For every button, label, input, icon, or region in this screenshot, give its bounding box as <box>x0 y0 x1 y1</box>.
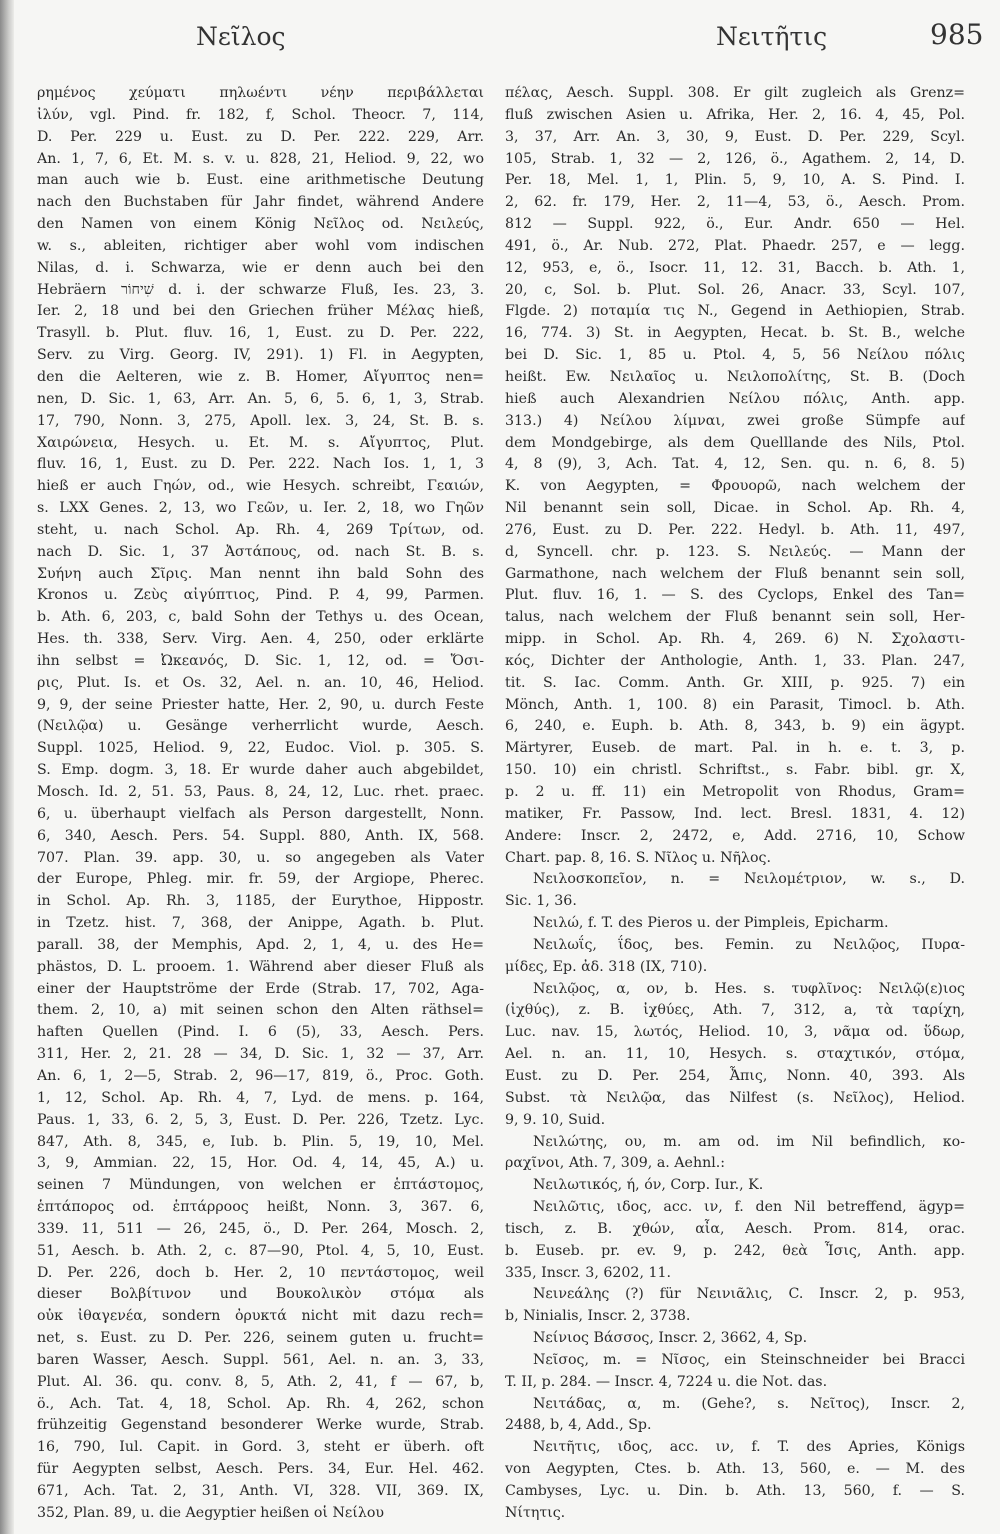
text-line: s. LXX Genes. 2, 13, wo Γεῶν, u. Ier. 2, 18, wo Γηῶν <box>37 500 484 517</box>
text-line: Märtyrer, Euseb. de mart. Pal. in h. e. t. 3, p. <box>505 740 965 757</box>
entry-start-line: Νείνιος Βάσσος, Inscr. 2, 3662, 4, Sp. <box>533 1330 808 1347</box>
text-line: mipp. in Schol. Ap. Rh. 4, 269. 6) N. Σχολαστι- <box>505 631 965 648</box>
text-line: fluv. 16, 1, Eust. zu D. Per. 222. Nach Ios. 1, 1, 3 <box>37 456 484 473</box>
text-line: Flgde. 2) ποταμία τις N., Gegend in Aethiopien, Strab. <box>505 303 965 320</box>
text-line: nach D. Sic. 1, 37 Ἀστάπους, od. nach St. B. s. <box>37 543 484 560</box>
text-line: 3, 37, Arr. An. 3, 30, 9, Eust. D. Per. 229, Scyl. <box>505 128 965 145</box>
text-line: dem Mondgebirge, als dem Quelllande des Nils, Ptol. <box>505 434 965 451</box>
text-line: Mönch, Anth. 1, 100. 8) ein Parasit, Timocl. b. Ath. <box>505 696 965 713</box>
text-line: Serv. zu Virg. Georg. IV, 291). 1) Fl. in Aegypten, <box>37 347 484 364</box>
text-line: Luc. nav. 15, λωτός, Heliod. 10, 3, νᾶμα od. ὕδωρ, <box>505 1024 965 1041</box>
text-line: Χαιρώνεια, Hesych. u. Et. M. s. Αἴγυπτος, Plut. <box>37 434 484 451</box>
text-line: 150. 10) ein christl. Schriftst., s. Fabr. bibl. gr. X, <box>505 762 965 779</box>
text-line: der Europe, Phleg. mir. fr. 59, der Argiope, Pherec. <box>37 871 484 888</box>
text-line: 51, Aesch. b. Ath. 2, c. 87—90, Ptol. 4, 5, 10, Eust. <box>37 1242 484 1259</box>
text-line: Plut. Al. 36. qu. conv. 8, 5, Ath. 2, 41, f — 67, b, <box>37 1373 484 1390</box>
text-line: 16, 774. 3) St. in Aegypten, Hecat. b. St. B., welche <box>505 325 965 342</box>
entry-start-line: Νειτῆτις, ιδος, acc. ιν, f. T. des Apries, Königs <box>533 1439 965 1456</box>
text-line: 17, 790, Nonn. 3, 275, Apoll. lex. 3, 24, St. B. s. <box>37 412 484 429</box>
text-line: seinen 7 Mündungen, von welchen er ἑπτάστομος, <box>37 1177 484 1194</box>
text-line: Andere: Inscr. 2, 2472, e, Add. 2716, 10, Schow <box>505 827 965 844</box>
text-line: 335, Inscr. 3, 6202, 11. <box>505 1264 672 1281</box>
text-line: 707. Plan. 39. app. 30, u. so angegeben als Vater <box>37 849 484 866</box>
entry-start-line: Νειλωΐς, ΐδος, bes. Femin. zu Νειλῷος, Πυρα- <box>533 936 965 953</box>
text-line: baren Wasser, Aesch. Suppl. 561, Ael. n. an. 3, 33, <box>37 1351 484 1368</box>
entry-start-line: Νειλωτικός, ή, όν, Corp. Iur., K. <box>533 1177 764 1194</box>
text-line: d, Syncell. chr. p. 123. S. Νειλεύς. — Mann der <box>505 543 965 560</box>
text-line: ρις, Plut. Is. et Os. 32, Ael. n. an. 10, 46, Heliod. <box>37 674 484 691</box>
text-line: den die Aelteren, wie z. B. Homer, Αἴγυπτος nen= <box>37 368 484 385</box>
text-line: tit. S. Iac. Comm. Anth. Gr. XIII, p. 925. 7) ein <box>505 674 965 691</box>
text-line: 9, 9, der seine Priester hatte, Her. 2, 90, u. durch Feste <box>37 696 484 713</box>
entry-start-line: Νειλώτης, ου, m. am od. im Nil befindlich, κο- <box>533 1133 965 1150</box>
book-spine-shadow <box>0 0 14 1534</box>
text-line: steht, u. nach Schol. Ap. Rh. 4, 269 Τρίτων, od. <box>37 521 484 538</box>
text-line: man auch wie b. Eust. eine arithmetische Deutung <box>37 172 484 189</box>
text-line: 6, 240, e. Euph. b. Ath. 8, 343, b. 9) ein ägypt. <box>505 718 965 735</box>
text-line: 313.) 4) Νείλου λίμναι, zwei große Sümpfe auf <box>505 412 965 429</box>
text-line: S. Emp. dogm. 3, 18. Er wurde daher auch abgebildet, <box>37 762 484 779</box>
entry-start-line: Νειτάδας, α, m. (Gehe?, s. Νεῖτος), Inscr. 2, <box>533 1395 965 1412</box>
text-line: p. 2 u. ff. 11) ein Metropolit von Rhodus, Gram= <box>505 784 965 800</box>
text-line: w. s., ableiten, richtiger aber wohl vom indischen <box>37 237 484 254</box>
text-line: heißt. Ew. Νειλαῖος u. Νειλοπολίτης, St. B. (Doch <box>505 368 965 385</box>
page-number: 985 <box>930 18 984 51</box>
text-line: 276, Eust. zu D. Per. 222. Hedyl. b. Ath. 11, 497, <box>505 521 965 538</box>
text-line: in Tzetz. hist. 7, 368, der Anippe, Agath. b. Plut. <box>37 915 484 932</box>
text-line: Kronos u. Ζεὺς αἰγύπτιος, Pind. P. 4, 99, Parmen. <box>37 587 484 604</box>
text-line: b, Ninialis, Inscr. 2, 3738. <box>505 1308 691 1325</box>
text-line: Per. 18, Mel. 1, 1, Plin. 5, 9, 10, A. S. Pind. I. <box>505 172 965 189</box>
left-running-headword: Νεῖλος <box>196 22 286 51</box>
text-line: 20, c, Sol. b. Plut. Sol. 26, Anacr. 33, Scyl. 107, <box>505 281 965 298</box>
text-line: bei D. Sic. 1, 85 u. Ptol. 4, 5, 56 Νείλου πόλις <box>505 347 965 364</box>
text-line: Συήνη auch Σῖρις. Man nennt ihn bald Sohn des <box>37 565 484 582</box>
text-line: 812 — Suppl. 922, ö., Eur. Andr. 650 — Hel. <box>505 216 965 233</box>
text-line: haften Quellen (Pind. I. 6 (5), 33, Aesch. Pers. <box>37 1024 484 1041</box>
text-line: Cambyses, Lyc. u. Din. b. Ath. 13, 560, f. — S. <box>505 1483 965 1499</box>
text-line: Hebräern שִׁיחוֹר d. i. der schwarze Fluß, Ies. 23, 3. <box>37 281 484 298</box>
text-line: dieser Βολβίτινον und Βουκολικὸν στόμα als <box>37 1286 484 1303</box>
entry-start-line: Νειλῶτις, ιδος, acc. ιν, f. den Nil betreffend, ägyp= <box>533 1199 965 1216</box>
text-line: 671, Ach. Tat. 2, 31, Anth. VI, 328. VII, 369. IX, <box>37 1483 484 1499</box>
text-line: D. Per. 229 u. Eust. zu D. Per. 222. 229, Arr. <box>37 128 484 145</box>
text-line: Plut. fluv. 16, 1. — S. des Cyclops, Enkel des Tan= <box>505 587 965 604</box>
text-line: Garmathone, nach welchem der Fluß benannt sein soll, <box>505 565 965 582</box>
text-line: ραχῖνοι, Ath. 7, 309, a. Aehnl.: <box>505 1155 726 1172</box>
text-line: ἑπτάπορος od. ἑπτάρροος heißt, Nonn. 3, 367. 6, <box>37 1199 484 1216</box>
text-line: 352, Plan. 89, u. die Aegyptier heißen οἱ Νείλου <box>37 1504 384 1521</box>
text-line: matiker, Fr. Passow, Ind. lect. Bresl. 1831, 4. 12) <box>505 805 965 822</box>
text-line: Paus. 1, 33, 6. 2, 5, 3, Eust. D. Per. 226, Tzetz. Lyc. <box>37 1111 484 1128</box>
text-line: Chart. pap. 8, 16. S. Νῖλος u. Νῆλος. <box>505 849 771 866</box>
text-line: Suppl. 1025, Heliod. 9, 22, Eudoc. Viol. p. 305. S. <box>37 740 484 757</box>
text-line: b. Euseb. pr. ev. 9, p. 242, θεὰ Ἶσις, Anth. app. <box>505 1242 965 1259</box>
text-line: 311, Her. 2, 21. 28 — 34, D. Sic. 1, 32 — 37, Arr. <box>37 1046 484 1063</box>
text-line: An. 1, 7, 6, Et. M. s. v. u. 828, 21, Heliod. 9, 22, wo <box>37 150 484 167</box>
text-line: net, s. Eust. zu D. Per. 226, seinem guten u. frucht= <box>37 1330 484 1347</box>
text-line: Subst. τὰ Νειλῷα, das Nilfest (s. Νεῖλος), Heliod. <box>505 1089 965 1106</box>
text-line: 3, 9, Ammian. 22, 15, Hor. Od. 4, 14, 45, A.) u. <box>37 1155 484 1172</box>
text-line: πέλας, Aesch. Suppl. 308. Er gilt zugleich als Grenz= <box>505 85 965 101</box>
text-line: D. Per. 226, doch b. Her. 2, 10 πεντάστομος, weil <box>37 1264 484 1281</box>
page-header <box>0 14 1000 58</box>
text-line: 4, 8 (9), 3, Ach. Tat. 4, 12, Sen. qu. n. 6, 8. 5) <box>505 456 965 473</box>
right-running-headword: Νειτῆτις <box>716 22 828 51</box>
text-line: hieß auch Alexandrien Νείλου πόλις, Anth. app. <box>505 390 965 407</box>
text-line: T. II, p. 284. — Inscr. 4, 7224 u. die Not. das. <box>505 1373 828 1390</box>
text-line: einer der Hauptströme der Erde (Strab. 17, 702, Aga- <box>37 980 484 997</box>
text-line: b. Ath. 6, 203, c, bald Sohn der Tethys u. des Ocean, <box>37 609 484 626</box>
text-line: ἰλύν, vgl. Pind. fr. 182, f, Schol. Theocr. 7, 114, <box>37 106 484 123</box>
text-line: 105, Strab. 1, 32 — 2, 126, ö., Agathem. 2, 14, D. <box>505 150 965 167</box>
text-line: in Schol. Ap. Rh. 3, 1185, der Eurythoe, Hippostr. <box>37 893 484 910</box>
text-line: 9, 9. 10, Suid. <box>505 1111 606 1128</box>
text-line: 2488, b, 4, Add., Sp. <box>505 1417 652 1434</box>
text-line: 12, 953, e, ö., Isocr. 11, 12. 31, Bacch. b. Ath. 1, <box>505 259 965 276</box>
text-line: κός, Dichter der Anthologie, Anth. 1, 33. Plan. 247, <box>505 652 965 669</box>
entry-start-line: Νειλώ, f. T. des Pieros u. der Pimpleis, Epicharm. <box>533 915 889 932</box>
text-line: hieß er auch Γηών, od., wie Hesych. schreibt, Γεαιών, <box>37 478 484 495</box>
text-line: 2, 62. fr. 179, Her. 2, 11—4, 53, ö., Aesch. Prom. <box>505 194 965 211</box>
right-column <box>505 83 965 1525</box>
text-line: K. von Aegypten, = Φρουορῶ, nach welchem der <box>505 478 965 495</box>
text-line: parall. 38, der Memphis, Apd. 2, 1, 4, u. des He= <box>37 936 484 953</box>
text-line: Mosch. Id. 2, 51. 53, Paus. 8, 24, 12, Luc. rhet. praec. <box>37 784 484 800</box>
text-line: talus, nach welchem der Fluß benannt sein soll, Her- <box>505 609 965 626</box>
text-line: fluß zwischen Asien u. Afrika, Her. 2, 16. 4, 45, Pol. <box>505 106 965 123</box>
text-line: Ael. n. an. 11, 10, Hesych. s. σταχτικόν, στόμα, <box>505 1046 965 1063</box>
text-line: An. 6, 1, 2—5, Strab. 2, 96—17, 819, ö., Proc. Goth. <box>37 1067 484 1084</box>
text-line: Ier. 2, 18 und bei den Griechen früher Μέλας hieß, <box>37 303 484 320</box>
entry-start-line: Νεινεάλης (?) für Νεινιᾶλις, C. Inscr. 2, p. 953, <box>533 1286 965 1303</box>
entry-start-line: Νειλῷος, α, ον, b. Hes. s. τυφλῖνος: Νειλῷ(ε)ιος <box>533 980 965 997</box>
text-line: phästos, D. L. prooem. 1. Während aber dieser Fluß als <box>37 958 484 975</box>
text-line: 6, u. überhaupt vielfach als Person dargestellt, Nonn. <box>37 805 484 822</box>
text-line: nen, D. Sic. 1, 63, Arr. An. 5, 6, 5. 6, 1, 3, Strab. <box>37 390 484 407</box>
text-line: Nil benannt sein soll, Dicae. in Schol. Ap. Rh. 4, <box>505 500 965 517</box>
text-line: them. 2, 10, a) mit seinen schon den Alten räthsel= <box>37 1002 484 1019</box>
text-line: 491, ö., Ar. Nub. 272, Plat. Phaedr. 257, e — legg. <box>505 237 965 254</box>
text-line: οὐκ ἰθαγενέα, sondern ὀρυκτά nicht mit dazu rech= <box>37 1308 484 1325</box>
text-line: 6, 340, Aesch. Pers. 54. Suppl. 880, Anth. IX, 568. <box>37 827 484 844</box>
text-line: nach den Buchstaben für Jahr findet, während Andere <box>37 194 484 211</box>
text-line: von Aegypten, Ctes. b. Ath. 13, 560, e. — M. des <box>505 1461 965 1478</box>
left-column <box>37 83 484 1525</box>
text-line: 847, Ath. 8, 345, e, Iub. b. Plin. 5, 19, 10, Mel. <box>37 1133 484 1150</box>
text-line: Hes. th. 338, Serv. Virg. Aen. 4, 250, oder erklärte <box>37 631 484 648</box>
text-line: μίδες, Ep. ἀδ. 318 (IX, 710). <box>505 958 708 975</box>
text-line: (Νειλῷα) u. Gesänge verherrlicht wurde, Aesch. <box>37 718 484 735</box>
text-line: ö., Ach. Tat. 4, 18, Schol. Ap. Rh. 4, 262, schon <box>37 1395 484 1412</box>
text-line: ρημένος χεύματι πηλωέντι νέην περιβάλλεται <box>37 85 484 101</box>
text-line: den Namen von einem König Νεῖλος od. Νειλεύς, <box>37 216 484 233</box>
entry-start-line: Νεῖσος, m. = Νῖσος, ein Steinschneider bei Bracci <box>533 1351 965 1368</box>
text-line: Eust. zu D. Per. 254, Ἆπις, Nonn. 40, 393. Als <box>505 1067 965 1084</box>
entry-start-line: Νειλοσκοπεῖον, n. = Νειλομέτριον, w. s., D. <box>533 871 965 888</box>
text-line: ihn selbst = Ὠκεανός, D. Sic. 1, 12, od. = Ὄσι- <box>37 652 484 669</box>
text-line: 16, 790, Iul. Capit. in Gord. 3, steht er überh. oft <box>37 1439 484 1456</box>
text-line: für Aegypten selbst, Aesch. Pers. 34, Eur. Hel. 462. <box>37 1461 484 1478</box>
text-line: (ἰχθύς), z. B. ἰχθύες, Ath. 7, 312, a, τὰ ταρίχη, <box>505 1002 965 1019</box>
text-line: 1, 12, Schol. Ap. Rh. 4, 7, Lyd. de mens. p. 164, <box>37 1089 484 1106</box>
text-line: Nilas, d. i. Schwarza, wie er denn auch bei den <box>37 259 484 276</box>
text-line: Νίτητις. <box>505 1504 566 1521</box>
text-line: tisch, z. B. χθών, αἶα, Aesch. Prom. 814, orac. <box>505 1220 965 1237</box>
text-line: Trasyll. b. Plut. fluv. 16, 1, Eust. zu D. Per. 222, <box>37 325 484 342</box>
text-line: Sic. 1, 36. <box>505 893 577 910</box>
text-line: frühzeitig Gegenstand besonderer Werke wurde, Strab. <box>37 1417 484 1434</box>
text-line: 339. 11, 511 — 26, 245, ö., D. Per. 264, Mosch. 2, <box>37 1220 484 1237</box>
